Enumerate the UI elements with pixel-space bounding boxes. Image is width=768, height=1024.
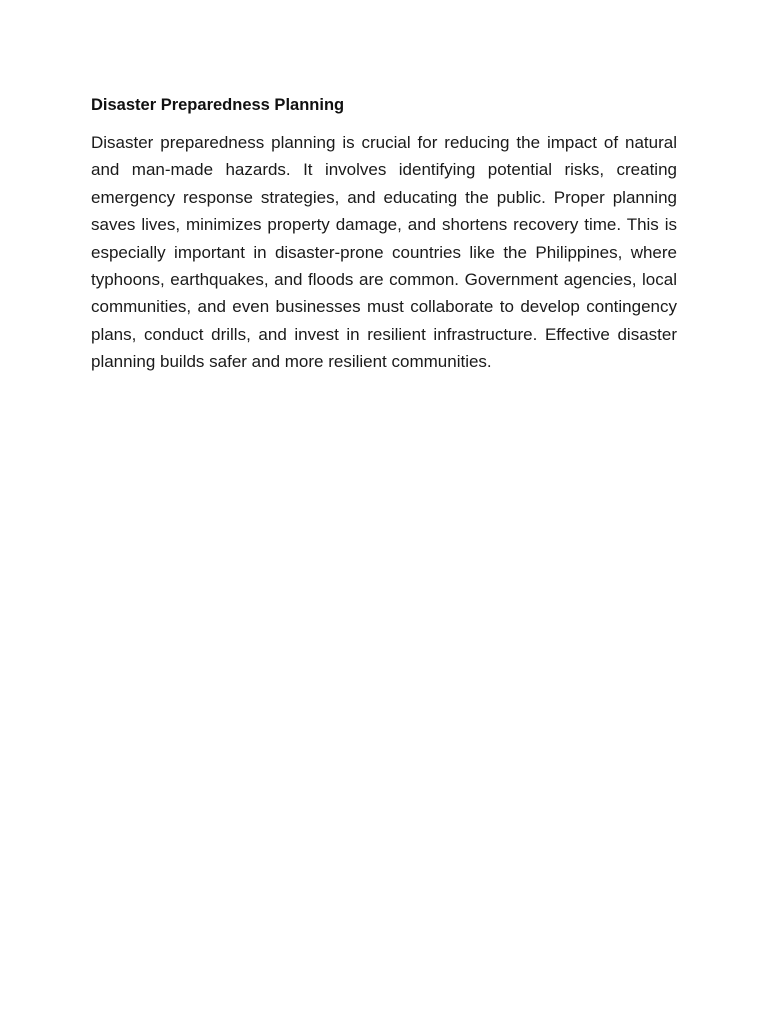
document-body-paragraph: Disaster preparedness planning is crucial for reducing the impact of natural and man-made hazards. It involves identifying potential risks, creating emergency response strategies, and educating the public. Proper planning saves lives, minimizes property damage, and shortens recovery time. This is especially important in disaster-prone countries like the Philippines, where typhoons, earthquakes, and floods are common. Government agencies, local communities, and even businesses must collaborate to develop contingency plans, conduct drills, and invest in resilient infrastructure. Effective disaster planning builds safer and more resilient communities. [91, 133, 677, 372]
document-content [91, 94, 677, 376]
document-title: Disaster Preparedness Planning [91, 96, 345, 114]
